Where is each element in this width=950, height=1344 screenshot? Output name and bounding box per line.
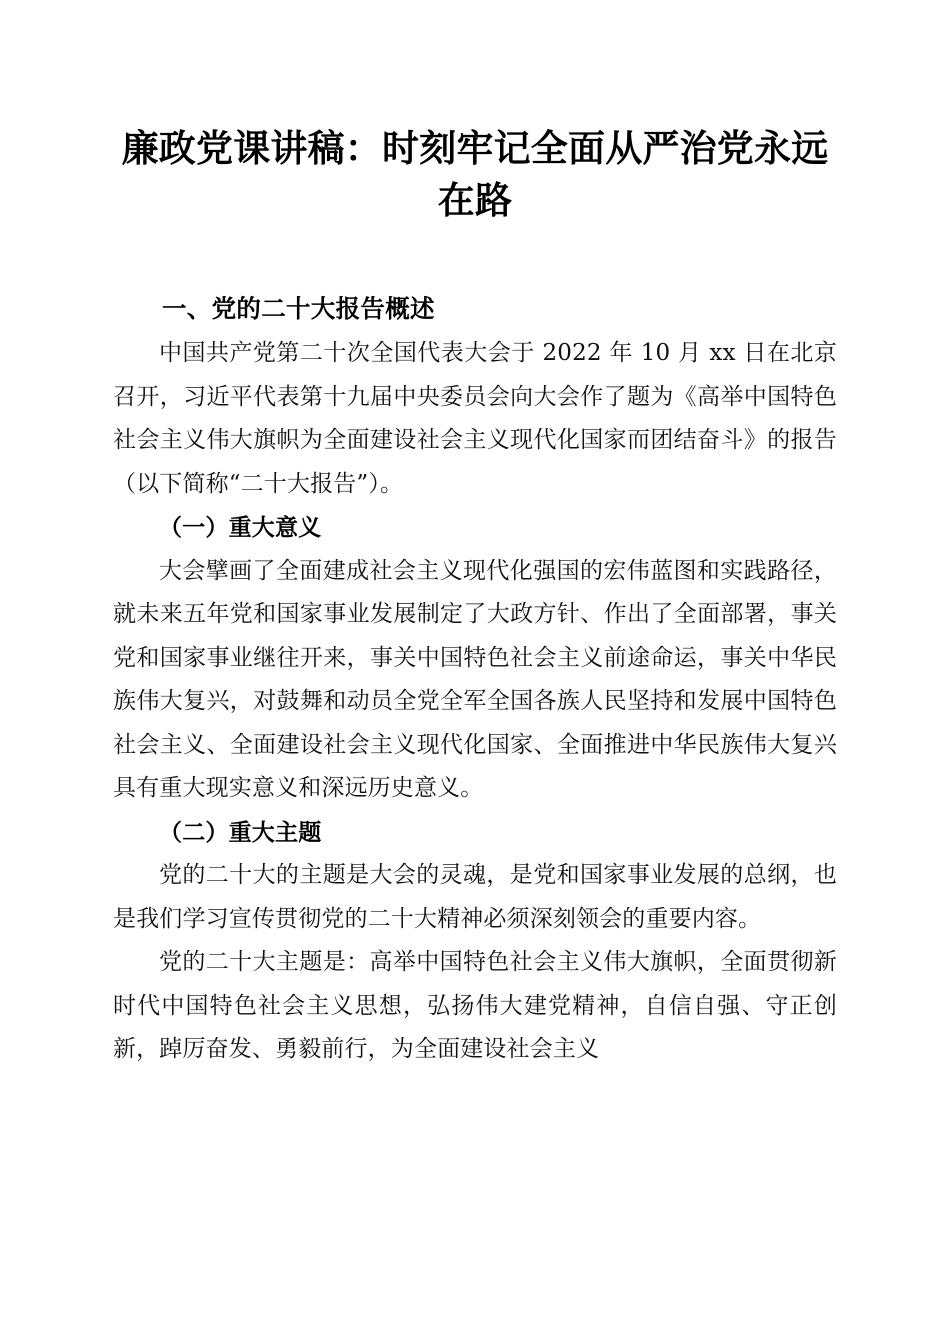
section-heading-1: 一、党的二十大报告概述	[162, 296, 435, 323]
paragraph-theme-statement: 党的二十大主题是：高举中国特色社会主义伟大旗帜，全面贯彻新时代中国特色社会主义思想，弘扬伟大建党精神，自信自强、守正创新，踔厉奋发、勇毅前行，为全面建设社会主义	[113, 949, 837, 1062]
subsection-heading-2: （二）重大主题	[159, 818, 322, 846]
subsection-heading-1: （一）重大意义	[159, 514, 322, 541]
paragraph-theme-intro: 党的二十大的主题是大会的灵魂，是党和国家事业发展的总纲，也是我们学习宣传贯彻党的二十大精神必须深刻领会的重要内容。	[113, 862, 837, 932]
paragraph-report-overview: 中国共产党第二十次全国代表大会于 2022 年 10 月 xx 日在北京召开，习近平代表第十九届中央委员会向大会作了题为《高举中国特色社会主义伟大旗帜为全面建设社会主义现代化国家而团结奋斗》的报告（以下简称“二十大报告”）。	[113, 340, 837, 497]
paragraph-significance: 大会擘画了全面建成社会主义现代化强国的宏伟蓝图和实践路径，就未来五年党和国家事业发展制定了大政方针、作出了全面部署，事关党和国家事业继往开来，事关中国特色社会主义前途命运，事关中华民族伟大复兴，对鼓舞和动员全党全军全国各族人民坚持和发展中国特色社会主义、全面建设社会主义现代化国家、全面推进中华民族伟大复兴具有重大现实意义和深远历史意义。	[113, 557, 837, 801]
page-title: 廉政党课讲稿：时刻牢记全面从严治党永远在路	[121, 126, 829, 222]
document-body	[113, 0, 837, 1072]
